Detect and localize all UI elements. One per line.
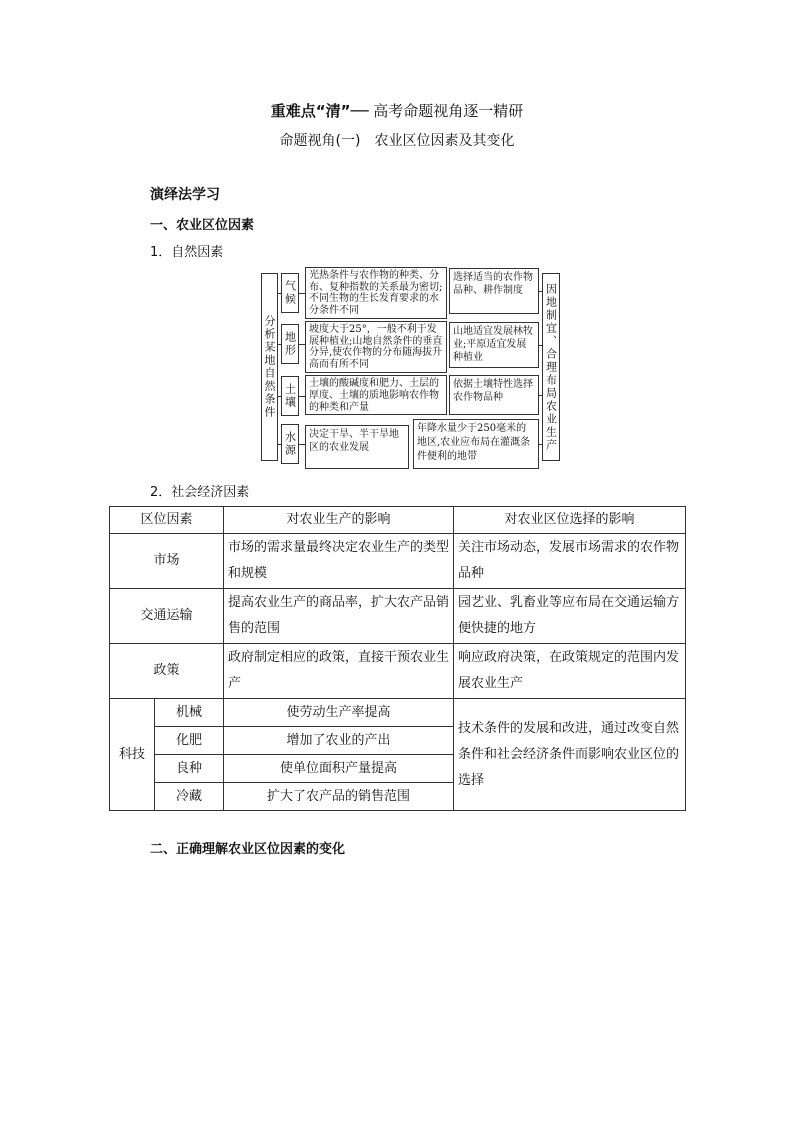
result-climate: 选择适当的农作物品种、耕作制度 <box>449 268 539 314</box>
sub2-heading: 2．社会经济因素 <box>150 485 250 500</box>
table-cell: 化肥 <box>155 727 224 755</box>
table-cell: 科技 <box>110 699 155 811</box>
table-cell: 扩大了农产品的销售范围 <box>224 783 454 811</box>
result-soil: 依据土壤特性选择农作物品种 <box>449 375 539 415</box>
factor-terrain: 地形 <box>281 324 299 364</box>
table-cell: 冷藏 <box>155 783 224 811</box>
effect-water: 决定干旱、半干旱地区的农业发展 <box>305 425 409 469</box>
connector <box>299 344 305 345</box>
connector <box>539 395 542 396</box>
table-cell: 增加了农业的产出 <box>224 727 454 755</box>
table-cell: 技术条件的发展和改进，通过改变自然条件和社会经济条件而影响农业区位的选择 <box>454 699 686 811</box>
connector <box>539 291 542 292</box>
table-cell: 使单位面积产量提高 <box>224 755 454 783</box>
table-cell: 响应政府决策，在政策规定的范围内发展农业生产 <box>454 644 686 699</box>
effect-climate: 光热条件与农作物的种类、分布、复种指数的关系最为密切;不同生物的生长发育要求的水分条件不同 <box>305 267 447 319</box>
table-cell: 政府制定相应的政策，直接干预农业生产 <box>224 644 454 699</box>
table-cell: 市场的需求量最终决定农业生产的类型和规模 <box>224 534 454 589</box>
connector <box>299 293 305 294</box>
result-water: 年降水量少于250毫米的地区,农业应布局在灌溉条件便利的地带 <box>413 419 539 469</box>
table-row <box>110 699 686 727</box>
connector <box>299 396 305 397</box>
diagram-left-label: 分析某地自然条件 <box>261 273 278 461</box>
diagram-right-label: 因地制宜、合理布局农业生产 <box>542 273 560 461</box>
factor-water: 水源 <box>281 424 299 464</box>
socio-economic-table <box>109 506 686 811</box>
table-cell: 良种 <box>155 755 224 783</box>
connector <box>278 396 281 397</box>
table-cell: 政策 <box>110 644 224 699</box>
connector <box>278 293 281 294</box>
sub1-heading: 1．自然因素 <box>150 245 224 260</box>
part2-heading: 二、正确理解农业区位因素的变化 <box>150 842 346 857</box>
result-terrain: 山地适宜发展林牧业;平原适宜发展种植业 <box>449 322 539 368</box>
table-row <box>110 644 686 699</box>
effect-terrain: 坡度大于25°，一般不利于发展种植业;山地自然条件的垂直分异,使农作物的分布随海拔升高而有所不同 <box>305 321 447 373</box>
connector <box>539 345 542 346</box>
factor-climate: 气候 <box>281 273 299 313</box>
title-rest: ── 高考命题视角逐一精研 <box>350 102 524 120</box>
effect-soil: 土壤的酸碱度和肥力、土层的厚度、土壤的质地影响农作物的种类和产量 <box>305 375 447 415</box>
table-cell: 机械 <box>155 699 224 727</box>
table-cell: 交通运输 <box>110 589 224 644</box>
table-header: 区位因素 <box>110 507 224 534</box>
table-row <box>110 589 686 644</box>
table-cell: 使劳动生产率提高 <box>224 699 454 727</box>
table-cell: 园艺业、乳畜业等应布局在交通运输方便快捷的地方 <box>454 589 686 644</box>
table-header: 对农业区位选择的影响 <box>454 507 686 534</box>
part1-heading: 一、农业区位因素 <box>150 218 255 233</box>
connector <box>299 444 305 445</box>
section-heading: 演绎法学习 <box>150 187 220 203</box>
table-cell: 提高农业生产的商品率，扩大农产品销售的范围 <box>224 589 454 644</box>
table-header: 对农业生产的影响 <box>224 507 454 534</box>
title-bold: 重难点“清” <box>270 102 351 120</box>
page-subtitle: 命题视角(一) 农业区位因素及其变化 <box>279 133 515 149</box>
connector <box>278 344 281 345</box>
connector <box>278 444 281 445</box>
table-cell: 市场 <box>110 534 224 589</box>
table-cell: 关注市场动态，发展市场需求的农作物品种 <box>454 534 686 589</box>
page-title <box>0 100 794 121</box>
table-header-row <box>110 507 686 534</box>
factor-soil: 土壤 <box>281 376 299 416</box>
connector <box>539 444 542 445</box>
table-row <box>110 534 686 589</box>
